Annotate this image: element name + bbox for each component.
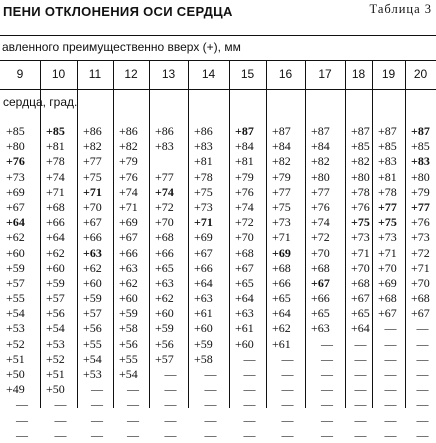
value-cell: +72 [155, 199, 174, 214]
value-cell: +82 [83, 139, 102, 154]
column-header: 16 [278, 67, 293, 81]
value-cell: +62 [6, 230, 25, 245]
value-column [46, 124, 75, 443]
column-header: 12 [124, 67, 138, 81]
value-cell: +61 [235, 321, 254, 336]
value-cell: +81 [46, 139, 65, 154]
value-cell: — [281, 351, 294, 366]
value-cell: +60 [235, 336, 254, 351]
value-cell: +74 [46, 169, 65, 184]
value-cell: +76 [119, 169, 138, 184]
value-cell: +73 [194, 199, 213, 214]
value-cell: — [321, 427, 333, 442]
value-cell: +68 [46, 199, 65, 214]
value-cell: +54 [6, 306, 25, 321]
value-cell: +65 [272, 291, 291, 306]
value-cell: +67 [119, 230, 138, 245]
value-cell: +80 [351, 169, 370, 184]
value-cell: +60 [119, 291, 138, 306]
value-cell: +67 [351, 291, 370, 306]
value-cell: +76 [311, 199, 330, 214]
value-cell: +87 [311, 124, 330, 138]
value-cell: — [204, 367, 217, 381]
value-cell: +79 [119, 154, 138, 169]
value-cell: +63 [235, 306, 254, 321]
value-cell: — [164, 382, 177, 397]
value-cell: +68 [411, 291, 430, 306]
value-cell: +50 [6, 367, 25, 381]
column-divider [77, 61, 78, 408]
value-cell: +78 [46, 154, 65, 169]
value-cell: +54 [119, 367, 138, 381]
value-column [119, 124, 147, 443]
value-cell: +56 [119, 336, 138, 351]
value-cell: +67 [235, 260, 254, 275]
value-cell: — [164, 397, 177, 412]
value-cell: +71 [194, 215, 213, 230]
value-cell: +82 [272, 154, 291, 169]
value-cell: +74 [155, 184, 174, 199]
value-cell: +56 [155, 336, 174, 351]
value-cell: +56 [83, 321, 102, 336]
column-divider [345, 61, 346, 408]
value-cell: +85 [351, 139, 370, 154]
value-cell: — [127, 412, 139, 427]
value-cell: — [416, 412, 429, 427]
value-cell: +57 [46, 291, 65, 306]
value-cell: +87 [411, 124, 430, 138]
value-cell: +70 [155, 215, 174, 230]
value-cell: +83 [155, 139, 174, 154]
value-cell: — [384, 412, 397, 427]
value-cell: — [243, 382, 256, 397]
column-divider [229, 61, 230, 408]
value-cell: +78 [351, 184, 370, 199]
column-header: 9 [16, 67, 24, 81]
value-cell: — [91, 382, 103, 397]
value-cell: — [384, 351, 397, 366]
value-cell: — [281, 427, 294, 442]
value-cell: +71 [378, 245, 397, 260]
value-cell: +87 [351, 124, 370, 138]
value-cell: +69 [194, 230, 213, 245]
column-header: 14 [201, 67, 216, 81]
value-cell: +71 [46, 184, 65, 199]
value-cell: +68 [272, 260, 291, 275]
value-cell: +58 [194, 351, 213, 366]
value-cell: +53 [83, 367, 102, 381]
value-cell: +69 [378, 275, 397, 290]
value-cell: +73 [378, 230, 397, 245]
value-cell: — [164, 412, 177, 427]
value-cell: +87 [272, 124, 291, 138]
value-cell: +59 [155, 321, 174, 336]
value-cell: +60 [46, 260, 65, 275]
value-cell: +71 [83, 184, 102, 199]
value-cell: +72 [311, 230, 330, 245]
value-cell: +61 [272, 336, 291, 351]
value-cell: — [16, 397, 28, 412]
value-cell: +52 [46, 351, 65, 366]
value-column [378, 124, 403, 443]
value-cell: +66 [311, 291, 330, 306]
value-cell: +77 [311, 184, 330, 199]
value-cell: — [164, 427, 177, 442]
value-cell: +79 [411, 184, 430, 199]
value-cell: — [354, 382, 367, 397]
column-header: 18 [351, 67, 366, 81]
value-cell: +66 [119, 245, 138, 260]
value-cell: — [243, 351, 256, 366]
value-cell: — [416, 351, 429, 366]
value-cell: +65 [155, 260, 174, 275]
value-cell: — [321, 397, 333, 412]
value-cell: — [127, 397, 139, 412]
value-cell: +78 [194, 169, 213, 184]
value-column [311, 124, 343, 443]
value-cell: +73 [6, 169, 25, 184]
header-bottom-rule [0, 89, 436, 90]
value-cell: +66 [83, 230, 102, 245]
unit-label: сердца, град. [3, 95, 78, 109]
value-cell: +85 [378, 139, 397, 154]
value-cell: +66 [46, 215, 65, 230]
value-cell: +68 [311, 260, 330, 275]
value-cell: +81 [235, 154, 254, 169]
value-cell: +65 [235, 275, 254, 290]
value-cell: — [354, 412, 367, 427]
value-cell: +58 [119, 321, 138, 336]
value-cell: +83 [194, 139, 213, 154]
value-cell: — [321, 412, 333, 427]
value-cell: — [164, 367, 177, 381]
value-cell: +77 [411, 199, 430, 214]
value-cell: +71 [272, 230, 291, 245]
table-number-label: Таблица 3 [369, 2, 432, 16]
value-cell: +63 [155, 275, 174, 290]
value-cell: +85 [46, 124, 65, 138]
value-cell: +77 [83, 154, 102, 169]
value-cell: — [384, 397, 397, 412]
value-cell: — [243, 412, 256, 427]
value-cell: +83 [378, 154, 397, 169]
value-cell: +75 [378, 215, 397, 230]
value-column [6, 124, 38, 443]
value-cell: +80 [6, 139, 25, 154]
value-cell: — [16, 427, 28, 442]
value-cell: — [384, 336, 397, 351]
value-cell: — [384, 367, 397, 381]
value-cell: +60 [194, 321, 213, 336]
value-cell: +73 [411, 230, 430, 245]
value-column [83, 124, 111, 443]
value-cell: +69 [272, 245, 291, 260]
value-cell: +74 [235, 199, 254, 214]
value-cell: +64 [194, 275, 213, 290]
value-cell: — [384, 321, 397, 336]
value-cell: — [54, 427, 67, 442]
value-cell: +63 [194, 291, 213, 306]
column-divider [149, 61, 150, 408]
value-column [272, 124, 303, 443]
column-header: 20 [413, 67, 428, 81]
value-cell: +57 [83, 306, 102, 321]
value-column [411, 124, 434, 443]
value-cell: +59 [194, 336, 213, 351]
value-cell: +67 [83, 215, 102, 230]
value-cell: +82 [311, 154, 330, 169]
value-cell: — [281, 412, 294, 427]
column-header: 19 [381, 67, 396, 81]
value-cell: — [354, 367, 367, 381]
value-cell: +61 [194, 306, 213, 321]
value-cell: +70 [83, 199, 102, 214]
value-cell: — [354, 397, 367, 412]
value-cell: +79 [235, 169, 254, 184]
value-cell: +57 [155, 351, 174, 366]
top-rule [0, 35, 436, 36]
value-cell: +63 [119, 260, 138, 275]
value-cell: — [54, 412, 67, 427]
value-cell: +59 [119, 306, 138, 321]
value-column [351, 124, 370, 443]
value-cell: +64 [6, 215, 25, 230]
value-cell: +78 [378, 184, 397, 199]
value-cell: +80 [411, 169, 430, 184]
value-cell: +87 [378, 124, 397, 138]
value-cell: +86 [83, 124, 102, 138]
value-cell: +81 [378, 169, 397, 184]
value-cell: +66 [272, 275, 291, 290]
value-cell: +55 [83, 336, 102, 351]
value-cell: +74 [311, 215, 330, 230]
value-cell: +64 [351, 321, 370, 336]
value-cell: — [204, 382, 217, 397]
value-cell [155, 154, 186, 169]
value-cell: — [204, 427, 217, 442]
value-cell: — [384, 382, 397, 397]
value-cell: +69 [6, 184, 25, 199]
value-cell: +51 [46, 367, 65, 381]
value-cell: — [204, 412, 217, 427]
value-cell: +69 [119, 215, 138, 230]
value-cell: +76 [351, 199, 370, 214]
value-cell: +64 [272, 306, 291, 321]
value-cell: +79 [272, 169, 291, 184]
value-cell: +70 [351, 260, 370, 275]
column-divider [266, 61, 267, 408]
value-cell: +85 [411, 139, 430, 154]
value-cell: — [127, 382, 139, 397]
value-cell: +57 [6, 275, 25, 290]
value-cell: +62 [83, 260, 102, 275]
value-cell: +53 [6, 321, 25, 336]
value-cell: +62 [46, 245, 65, 260]
column-header: 10 [51, 67, 66, 81]
value-cell: +68 [351, 275, 370, 290]
value-cell: +67 [6, 199, 25, 214]
value-cell: +52 [6, 336, 25, 351]
value-column [155, 124, 186, 443]
value-cell: — [281, 397, 294, 412]
value-cell: — [416, 427, 429, 442]
column-header: 17 [318, 67, 332, 81]
value-cell: — [354, 336, 367, 351]
value-cell: +53 [46, 336, 65, 351]
value-cell: +75 [272, 199, 291, 214]
column-header: 11 [88, 67, 102, 81]
value-cell: — [321, 336, 333, 351]
value-cell: +49 [6, 382, 25, 397]
value-cell: +87 [235, 124, 254, 138]
value-cell: +84 [235, 139, 254, 154]
value-cell: +71 [411, 260, 430, 275]
column-header: 13 [161, 67, 176, 81]
value-cell: — [416, 367, 429, 381]
value-cell: +85 [6, 124, 25, 138]
value-cell: +59 [83, 291, 102, 306]
value-cell: +74 [119, 184, 138, 199]
value-cell: +51 [6, 351, 25, 366]
value-cell: +86 [155, 124, 174, 138]
value-cell: +66 [155, 245, 174, 260]
value-cell: — [54, 397, 67, 412]
value-cell: +64 [46, 230, 65, 245]
value-cell: +67 [311, 275, 330, 290]
column-header: 15 [240, 67, 255, 81]
value-cell: +59 [46, 275, 65, 290]
value-cell: — [16, 412, 28, 427]
value-cell: — [354, 427, 367, 442]
value-cell: +75 [351, 215, 370, 230]
column-divider [40, 61, 41, 408]
value-cell: — [127, 427, 139, 442]
value-cell: — [384, 427, 397, 442]
value-cell: +73 [351, 230, 370, 245]
value-cell: +60 [83, 275, 102, 290]
value-cell: — [321, 367, 333, 381]
value-cell: +83 [411, 154, 430, 169]
value-cell: +70 [411, 275, 430, 290]
value-cell: +54 [83, 351, 102, 366]
value-cell: +63 [83, 245, 102, 260]
value-cell: +76 [6, 154, 25, 169]
value-cell: +77 [155, 169, 174, 184]
column-divider [305, 61, 306, 408]
value-cell: +68 [155, 230, 174, 245]
value-cell: — [243, 427, 256, 442]
value-cell: +63 [311, 321, 330, 336]
value-cell: — [416, 397, 429, 412]
value-cell: +60 [6, 245, 25, 260]
value-cell: +50 [46, 382, 65, 397]
value-cell: — [281, 367, 294, 381]
value-cell: +77 [272, 184, 291, 199]
value-cell: +72 [235, 215, 254, 230]
value-cell: +70 [378, 260, 397, 275]
value-cell: — [91, 427, 103, 442]
value-cell: +55 [119, 351, 138, 366]
value-cell: — [243, 367, 256, 381]
value-cell: +67 [411, 306, 430, 321]
value-cell: — [354, 351, 367, 366]
column-divider [188, 61, 189, 408]
value-cell: +67 [194, 245, 213, 260]
value-column [194, 124, 227, 443]
value-cell: +81 [194, 154, 213, 169]
value-cell: — [281, 382, 294, 397]
value-cell: +82 [119, 139, 138, 154]
value-cell: — [416, 336, 429, 351]
value-cell: +86 [119, 124, 138, 138]
value-cell: — [321, 382, 333, 397]
value-cell: +65 [351, 306, 370, 321]
column-divider [405, 61, 406, 408]
value-cell: +64 [235, 291, 254, 306]
value-cell: +62 [119, 275, 138, 290]
value-cell: +76 [411, 215, 430, 230]
value-cell: +62 [272, 321, 291, 336]
value-cell: +66 [194, 260, 213, 275]
value-cell: +71 [351, 245, 370, 260]
value-cell: — [321, 351, 333, 366]
value-cell: +68 [235, 245, 254, 260]
value-cell: +82 [351, 154, 370, 169]
value-cell: — [91, 397, 103, 412]
value-cell: +59 [6, 260, 25, 275]
value-cell: +62 [155, 291, 174, 306]
value-cell: +86 [194, 124, 213, 138]
value-cell: — [91, 412, 103, 427]
value-cell: +65 [311, 306, 330, 321]
value-cell: +75 [194, 184, 213, 199]
value-cell: — [204, 397, 217, 412]
table-subtitle: авленного преимущественно вверх (+), мм [2, 40, 241, 54]
column-header-row [0, 61, 436, 89]
value-cell: — [416, 382, 429, 397]
value-cell: +73 [272, 215, 291, 230]
value-cell: +72 [411, 245, 430, 260]
value-cell: +75 [83, 169, 102, 184]
value-cell: +68 [378, 291, 397, 306]
value-cell: +67 [378, 306, 397, 321]
value-cell: +54 [46, 321, 65, 336]
value-cell: +56 [46, 306, 65, 321]
value-cell: +77 [378, 199, 397, 214]
value-cell: +71 [119, 199, 138, 214]
value-cell: +76 [235, 184, 254, 199]
column-divider [372, 61, 373, 408]
value-column [235, 124, 264, 443]
table-title: ПЕНИ ОТКЛОНЕНИЯ ОСИ СЕРДЦА [3, 4, 233, 19]
value-cell: +70 [311, 245, 330, 260]
value-cell: +84 [272, 139, 291, 154]
value-cell: +80 [311, 169, 330, 184]
value-cell: +60 [155, 306, 174, 321]
value-cell: +70 [235, 230, 254, 245]
value-cell: — [416, 321, 429, 336]
value-cell: — [243, 397, 256, 412]
value-cell: +84 [311, 139, 330, 154]
value-cell: +55 [6, 291, 25, 306]
column-divider [113, 61, 114, 408]
